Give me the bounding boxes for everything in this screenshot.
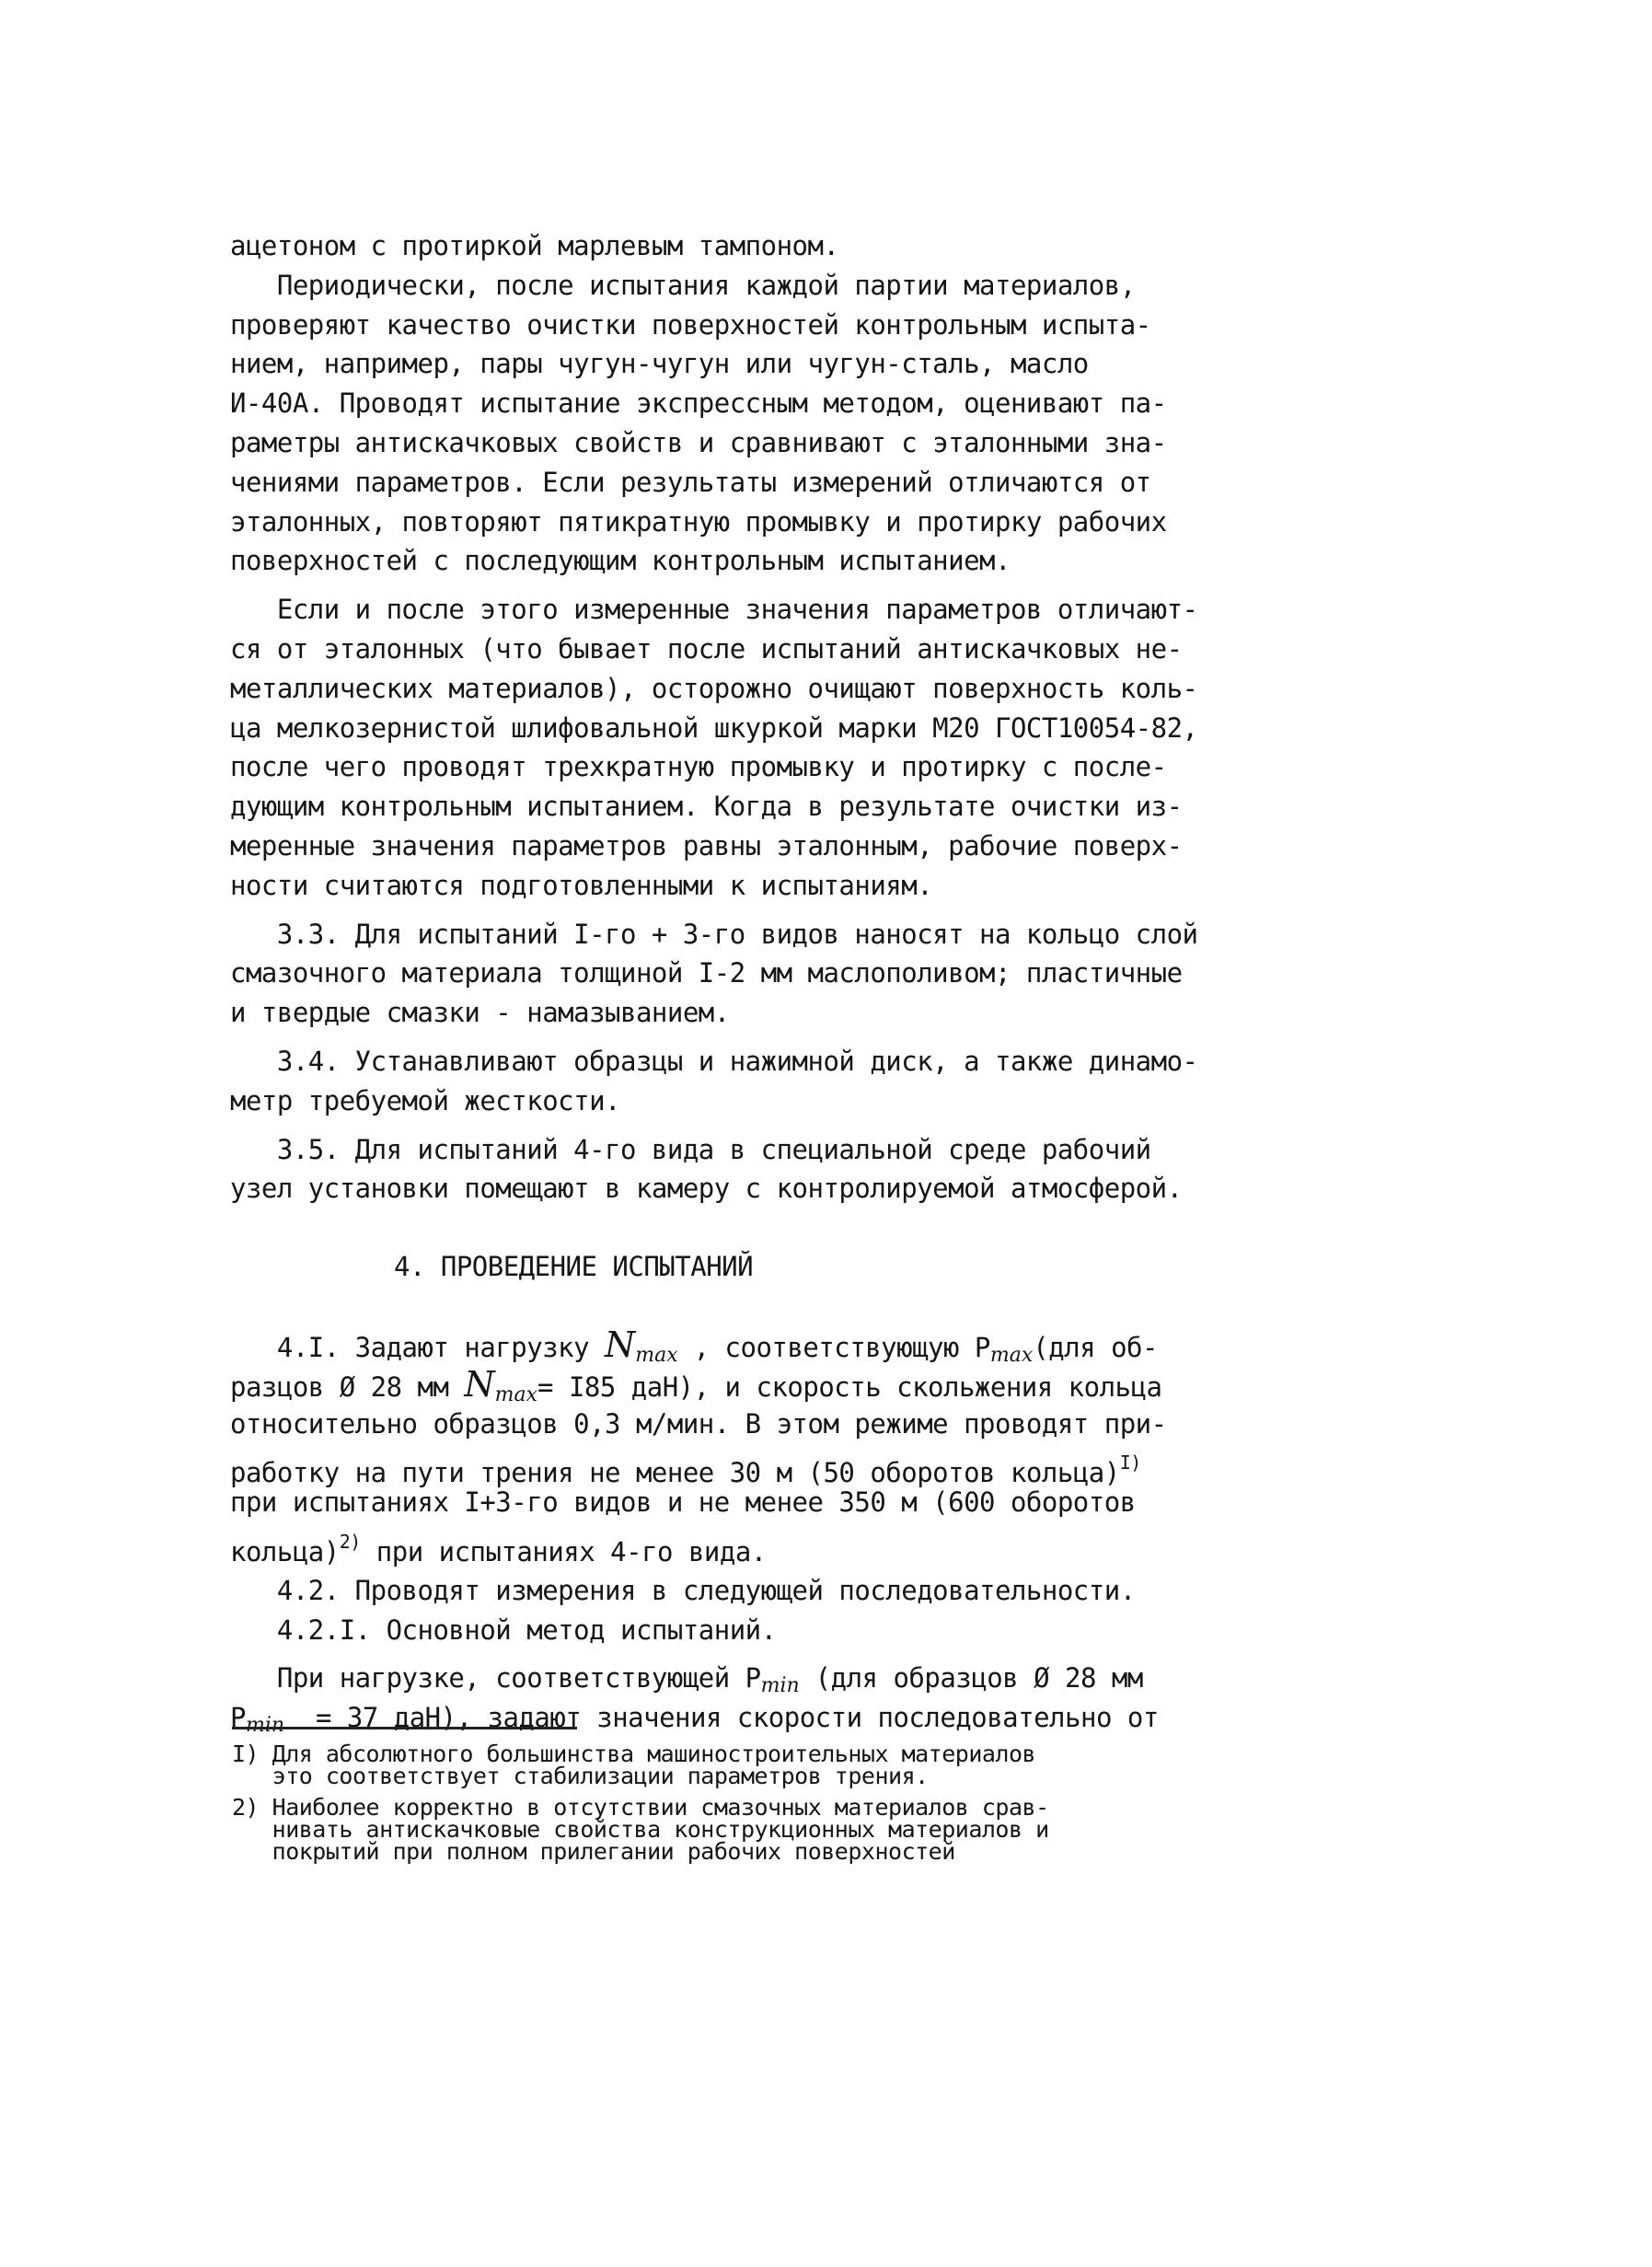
text-line: проверяют качество очистки поверхностей контрольным испыта- [230, 308, 1151, 341]
text-line [230, 1365, 1256, 1405]
text-run: При нагрузке, соответствующей P [230, 1662, 761, 1694]
text-line: металлических материалов), осторожно очищают поверхность коль- [230, 672, 1198, 704]
n-max-symbol: N [605, 1324, 636, 1365]
text-line: ся от эталонных (что бывает после испытаний антискачковых не- [230, 632, 1183, 665]
footnotes [232, 1743, 1244, 1872]
text-run: = I85 даН), и скорость скольжения кольца [537, 1371, 1162, 1403]
text-line: 3.3. Для испытаний I-го + 3-го видов наносят на кольцо слой [230, 918, 1198, 950]
text-line: И-40А. Проводят испытание экспрессным методом, оценивают па- [230, 387, 1167, 420]
paragraph-gap [230, 1649, 1256, 1659]
text-line: меренные значения параметров равны эталонным, рабочие поверх- [230, 829, 1183, 862]
paragraph-gap [230, 1121, 1256, 1130]
text-line: ности считаются подготовленными к испытаниям. [230, 869, 933, 901]
footnote-line: это соответствует стабилизации параметров трения. [232, 1763, 929, 1789]
main-text [230, 226, 1256, 1738]
text-line: чениями параметров. Если результаты измерений отличаются от [230, 466, 1151, 498]
text-line: узел установки помещают в камеру с контролируемой атмосферой. [230, 1173, 1183, 1205]
text-line [230, 1443, 1256, 1489]
paragraph-gap [230, 581, 1256, 590]
footnote-line: покрытий при полном прилегании рабочих поверхностей [232, 1838, 955, 1865]
text-line: Периодически, после испытания каждой партии материалов, [230, 269, 1136, 301]
paragraph-gap [230, 906, 1256, 915]
p-max-subscript: max [989, 1343, 1034, 1367]
text-line: 3.5. Для испытаний 4-го вида в специальной среде рабочий [230, 1133, 1151, 1165]
text-run: (для образцов Ø 28 мм [799, 1662, 1143, 1694]
text-line: дующим контрольным испытанием. Когда в результате очистки из- [230, 791, 1183, 823]
text-run: 4.I. Задают нагрузку [230, 1331, 606, 1363]
text-line: смазочного материала толщиной I-2 мм маслополивом; пластичные [230, 957, 1183, 989]
text-line [230, 1522, 1256, 1567]
text-line: раметры антискачковых свойств и сравнивают с эталонными зна- [230, 426, 1167, 458]
text-line: относительно образцов 0,3 м/мин. В этом режиме проводят при- [230, 1407, 1167, 1440]
text-line: Если и после этого измеренные значения параметров отличают- [230, 594, 1198, 626]
p-min-subscript: min [760, 1674, 800, 1698]
footnote-line: I) Для абсолютного большинства машиностроительных материалов [232, 1741, 1036, 1767]
text-run: работку на пути трения не менее 30 м (50 оборотов кольца) [230, 1457, 1120, 1489]
section-gap [230, 1209, 1256, 1247]
text-run: = 37 даН), задают значения скорости последовательно от [284, 1702, 1159, 1734]
text-run: при испытаниях 4-го вида. [360, 1535, 767, 1567]
text-line: после чего проводят трехкратную промывку и протирку с после- [230, 751, 1167, 783]
text-line [230, 1698, 1256, 1738]
text-run: разцов Ø 28 мм [230, 1371, 465, 1403]
text-line: метр требуемой жесткости. [230, 1084, 620, 1116]
section-gap [230, 1287, 1256, 1325]
text-run: , соответствующую P [677, 1331, 990, 1363]
footnote-line: 2) Наиболее корректно в отсутствии смазочных материалов срав- [232, 1794, 1049, 1821]
footnote-ref-2: 2) [339, 1530, 361, 1553]
footnote-line: нивать антискачковые свойства конструкционных материалов и [232, 1816, 1049, 1843]
text-line [230, 1659, 1256, 1698]
footnote-2 [232, 1794, 1244, 1865]
paragraph-gap [230, 1033, 1256, 1042]
text-line: при испытаниях I+3-го видов и не менее 350 м (600 оборотов [230, 1486, 1136, 1519]
n-max-subscript: max [494, 1382, 538, 1406]
text-line-4-1 [230, 1325, 1256, 1365]
footnote-1 [232, 1743, 1244, 1787]
n-max-symbol: N [464, 1363, 495, 1405]
section-heading: 4. ПРОВЕДЕНИЕ ИСПЫТАНИЙ [394, 1251, 754, 1283]
text-line: эталонных, повторяют пятикратную промывку и протирку рабочих [230, 505, 1167, 538]
footnote-ref-1: I) [1119, 1452, 1141, 1475]
text-line: ацетоном с протиркой марлевым тампоном. [230, 230, 839, 261]
text-line: ца мелкозернистой шлифовальной шкуркой марки М20 ГОСТ10054-82, [230, 711, 1198, 744]
text-line: 3.4. Устанавливают образцы и нажимной диск, а также динамо- [230, 1045, 1198, 1077]
text-line: и твердые смазки - намазыванием. [230, 997, 730, 1029]
text-line: поверхностей с последующим контрольным испытанием. [230, 545, 1011, 577]
footnote-divider [232, 1727, 577, 1729]
text-line: нием, например, пары чугун-чугун или чугун-сталь, масло [230, 348, 1089, 380]
text-run: P [230, 1702, 246, 1734]
text-line-4-2-1: 4.2.I. Основной метод испытаний. [230, 1614, 777, 1646]
p-min-subscript: min [245, 1714, 285, 1738]
text-run: кольца) [230, 1535, 340, 1567]
n-max-subscript: max [635, 1343, 678, 1367]
text-run: (для об- [1033, 1331, 1158, 1363]
text-line-4-2: 4.2. Проводят измерения в следующей последовательности. [230, 1574, 1136, 1606]
